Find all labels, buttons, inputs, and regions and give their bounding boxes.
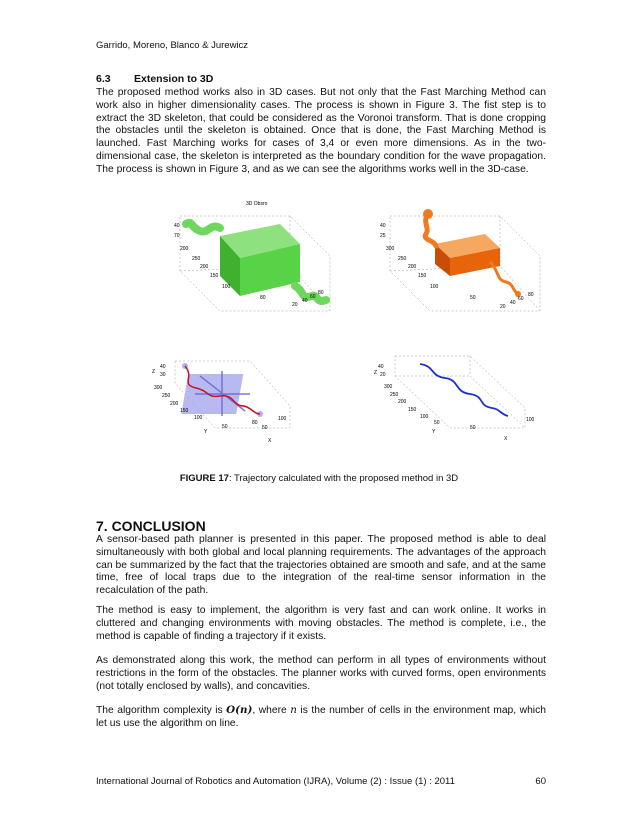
svg-text:Z: Z <box>374 370 378 376</box>
svg-text:80: 80 <box>260 295 266 301</box>
plot-skeleton-trajectory <box>140 336 340 456</box>
tl-title: 3D Obsro <box>246 201 268 207</box>
svg-text:200: 200 <box>398 399 407 405</box>
figure-caption-text: : Trajectory calculated with the proposed method in 3D <box>228 473 459 484</box>
svg-text:40: 40 <box>302 298 308 304</box>
svg-text:80: 80 <box>528 292 534 298</box>
svg-text:40: 40 <box>510 300 516 306</box>
section-heading <box>96 73 213 85</box>
svg-text:200: 200 <box>200 264 209 270</box>
section-paragraph: The proposed method works also in 3D cases. But not only that the Fast Marching Method can work also in higher dimensionality cases. The process is shown in Figure 3. The fist step is to extract the 3D skeleton, that could be considered as the Voronoi transform. That is done cropping the obstacles until the skeleton is obtained. Once that is done, the Fast Marching Method is launched. Fast Marching works for cases of 3,4 or even more dimensions. As in the two-dimensional case, the skeleton is interpreted as the boundary condition for the wave propagation. The process is shown in Figure 3, and as we can see the algorithms works well in the 3D-case. <box>96 87 546 175</box>
svg-text:80: 80 <box>318 290 324 296</box>
svg-text:250: 250 <box>162 393 171 399</box>
svg-text:200: 200 <box>180 246 189 252</box>
svg-text:100: 100 <box>222 284 231 290</box>
svg-text:250: 250 <box>390 392 399 398</box>
svg-text:Y: Y <box>432 429 436 435</box>
svg-text:150: 150 <box>418 273 427 279</box>
svg-text:60: 60 <box>518 296 524 302</box>
svg-text:X: X <box>504 436 508 442</box>
plot-green-obstacle <box>140 196 340 321</box>
svg-text:100: 100 <box>430 284 439 290</box>
svg-text:50: 50 <box>470 295 476 301</box>
svg-text:40: 40 <box>174 223 180 229</box>
conclusion-paragraph-4: The algorithm complexity is O(n), where n is the number of cells in the environment map, which let us use the algorithm on line. <box>96 704 546 729</box>
svg-text:100: 100 <box>194 415 203 421</box>
svg-text:50: 50 <box>434 420 440 426</box>
svg-text:X: X <box>268 438 272 444</box>
svg-text:40: 40 <box>380 223 386 229</box>
running-header: Garrido, Moreno, Blanco & Jurewicz <box>96 40 249 51</box>
svg-text:50: 50 <box>222 424 228 430</box>
svg-text:100: 100 <box>526 417 535 423</box>
complexity-formula: O(n) <box>226 704 253 716</box>
page-footer <box>96 776 546 787</box>
conclusion-heading: 7. CONCLUSION <box>96 518 206 534</box>
blue-trajectory <box>420 364 508 416</box>
svg-text:150: 150 <box>210 273 219 279</box>
svg-text:50: 50 <box>262 425 268 431</box>
svg-text:250: 250 <box>398 256 407 262</box>
svg-text:20: 20 <box>380 372 386 378</box>
figure-label: FIGURE 17 <box>179 473 229 484</box>
page-number: 60 <box>535 776 546 787</box>
svg-text:300: 300 <box>154 385 163 391</box>
figure-17 <box>140 196 540 456</box>
svg-text:200: 200 <box>408 264 417 270</box>
svg-text:30: 30 <box>160 372 166 378</box>
svg-text:300: 300 <box>386 246 395 252</box>
section-title: Extension to 3D <box>134 73 214 85</box>
figure-caption <box>0 473 638 484</box>
conclusion-paragraph-3: As demonstrated along this work, the method can perform in all types of environments without restrictions in the form of the obstacles. The planner works with curved forms, open environments (not totally enclosed by walls), and concavities. <box>96 655 546 692</box>
variable-n: n <box>290 704 297 716</box>
svg-text:100: 100 <box>420 414 429 420</box>
svg-text:20: 20 <box>500 304 506 310</box>
journal-citation: International Journal of Robotics and Automation (IJRA), Volume (2) : Issue (1) : 2011 <box>96 776 455 787</box>
svg-text:150: 150 <box>180 408 189 414</box>
svg-text:150: 150 <box>408 407 417 413</box>
svg-text:80: 80 <box>252 420 258 426</box>
svg-text:100: 100 <box>278 416 287 422</box>
svg-text:Y: Y <box>204 429 208 435</box>
svg-text:40: 40 <box>378 364 384 370</box>
svg-text:40: 40 <box>160 364 166 370</box>
svg-text:20: 20 <box>292 302 298 308</box>
svg-text:200: 200 <box>170 401 179 407</box>
svg-text:Z: Z <box>152 369 156 375</box>
conclusion-paragraph-1: A sensor-based path planner is presented in this paper. The proposed method is able to deal simultaneously with both global and local planning requirements. The advantages of the approach can be summarized by the fact that the trajectories obtained are smooth and safe, and at the same time, free of local traps due to the integration of the real-time sensor information in the recalculation of the path. <box>96 534 546 597</box>
svg-text:60: 60 <box>310 294 316 300</box>
svg-text:300: 300 <box>384 384 393 390</box>
conclusion-paragraph-2: The method is easy to implement, the algorithm is very fast and can work online. It works in cluttered and changing environments with moving obstacles. The method is complete, i.e., the method is capable of finding a trajectory if it exists. <box>96 605 546 642</box>
plot-orange-obstacle <box>350 196 550 321</box>
section-number: 6.3 <box>96 73 111 85</box>
svg-text:50: 50 <box>470 425 476 431</box>
svg-text:70: 70 <box>174 233 180 239</box>
svg-text:25: 25 <box>380 233 386 239</box>
svg-text:250: 250 <box>192 256 201 262</box>
plot-blue-trajectory <box>350 336 550 456</box>
